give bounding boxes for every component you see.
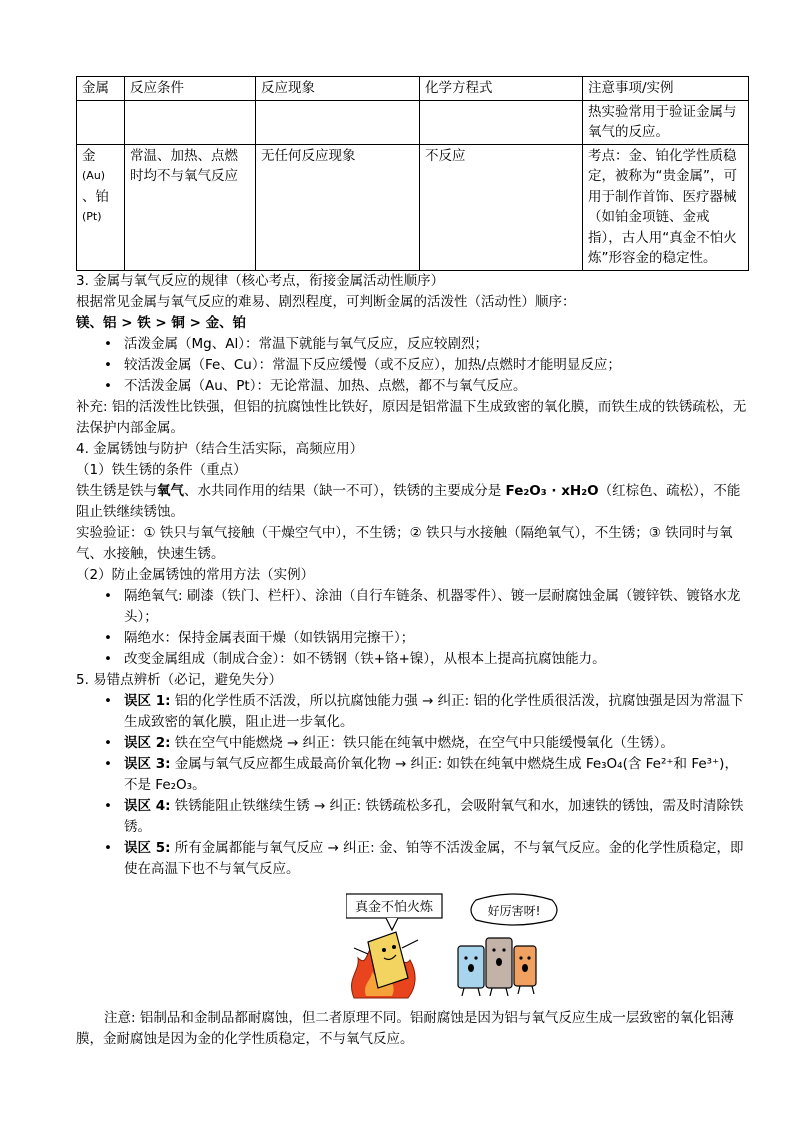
table-row xyxy=(77,144,749,270)
table-cell: 热实验常用于验证金属与氧气的反应。 xyxy=(583,100,749,144)
section-4-heading: 4. 金属锈蚀与防护（结合生活实际，高频应用） xyxy=(76,440,364,457)
mistake-text: 铝的化学性质不活泼，所以抗腐蚀能力强 → 纠正: 铝的化学性质很活泼，抗腐蚀强是因为常温下生成致密的氧化膜，阻止进一步氧化。 xyxy=(124,692,744,730)
metal-line: 金 xyxy=(82,147,96,164)
table-row xyxy=(77,100,749,144)
oxygen-emphasis: 氧气 xyxy=(157,482,184,499)
list-item xyxy=(124,754,748,796)
list-item xyxy=(124,691,748,733)
rust-condition-text xyxy=(76,481,748,523)
header-equation: 化学方程式 xyxy=(420,77,583,101)
experiment-text: 实验验证：① 铁只与氧气接触（干燥空气中），不生锈；② 铁只与水接触（隔绝氧气），不生锈；③ 铁同时与氧气、水接触，快速生锈。 xyxy=(76,524,733,562)
metal-cell xyxy=(77,144,125,270)
bubble-tail-left xyxy=(386,918,398,930)
activity-order: 镁、铝 > 铁 > 铜 > 金、铂 xyxy=(76,314,247,331)
section-5-heading: 5. 易错点辨析（必记，避免失分） xyxy=(76,671,283,688)
metal-line: (Pt) xyxy=(82,210,102,223)
mistake-text: 金属与氧气反应都生成最高价氧化物 → 纠正: 如铁在纯氧中燃烧生成 Fe₃O₄(含 Fe²⁺和 Fe³⁺)，不是 Fe₂O₃。 xyxy=(124,755,738,793)
prevention-list xyxy=(76,586,748,670)
list-item: • 改变金属组成（制成合金）：如不锈钢（铁+铬+镍），从根本上提高抗腐蚀能力。 xyxy=(124,649,748,670)
text-run: 、水共同作用的结果（缺一不可），铁锈的主要成分是 xyxy=(184,482,506,499)
mistake-text: 所有金属都能与氧气反应 → 纠正: 金、铂等不活泼金属，不与氧气反应。金的化学性质稳定，即使在高温下也不与氧气反应。 xyxy=(124,839,744,877)
mistakes-list xyxy=(76,691,748,880)
mistake-text: 铁在空气中能燃烧 → 纠正：铁只能在纯氧中燃烧，在空气中只能缓慢氧化（生锈）。 xyxy=(170,734,674,751)
header-phenomenon: 反应现象 xyxy=(256,77,420,101)
document-page xyxy=(76,76,748,1050)
mistake-label: 误区 5: xyxy=(124,839,171,856)
list-item: • 隔绝氧气: 刷漆（铁门、栏杆）、涂油（自行车链条、机器零件）、镀一层耐腐蚀金属（镀锌铁、镀铬水龙头）； xyxy=(124,586,748,628)
mistake-text: 铁锈能阻止铁继续生锈 → 纠正: 铁锈疏松多孔，会吸附氧气和水，加速铁的锈蚀，需及时清除铁锈。 xyxy=(124,797,744,835)
note-paragraph: 注意: 铝制品和金制品都耐腐蚀，但二者原理不同。铝耐腐蚀是因为铝与氧气反应生成一层致密的氧化铝薄膜，金耐腐蚀是因为金的化学性质稳定，不与氧气反应。 xyxy=(76,1009,734,1047)
bubble-right-text: 好厉害呀! xyxy=(487,903,541,918)
list-item: • 隔绝水：保持金属表面干燥（如铁锅用完擦干）； xyxy=(124,628,748,649)
list-item xyxy=(124,733,748,754)
metal-line: (Au) xyxy=(82,169,106,182)
supplement-text: 补充: 铝的活泼性比铁强，但铝的抗腐蚀性比铁好，原因是铝常温下生成致密的氧化膜，而铁生成的铁锈疏松，无法保护内部金属。 xyxy=(76,398,747,436)
table-cell xyxy=(125,100,256,144)
cartoon-illustration xyxy=(346,888,566,1002)
condition-cell: 常温、加热、点燃时均不与氧气反应 xyxy=(125,144,256,270)
section-3-heading: 3. 金属与氧气反应的规律（核心考点，衔接金属活动性顺序） xyxy=(76,272,445,289)
header-metal: 金属 xyxy=(77,77,125,101)
activity-list xyxy=(76,334,748,397)
table-cell xyxy=(77,100,125,144)
metal-oxygen-table xyxy=(76,76,749,271)
list-item: • 活泼金属（Mg、Al）：常温下就能与氧气反应，反应较剧烈； xyxy=(124,334,748,355)
table-cell xyxy=(256,100,420,144)
list-item: • 不活泼金属（Au、Pt）：无论常温、加热、点燃，都不与氧气反应。 xyxy=(124,376,748,397)
notes-cell: 考点：金、铂化学性质稳定，被称为“贵金属”，可用于制作首饰、医疗器械（如铂金项链、金戒指），古人用“真金不怕火炼”形容金的稳定性。 xyxy=(583,144,749,270)
gold-fire-illustration xyxy=(346,888,566,1002)
mistake-label: 误区 1: xyxy=(124,692,171,709)
header-notes: 注意事项/实例 xyxy=(583,77,749,101)
bubble-left-text: 真金不怕火炼 xyxy=(354,899,434,915)
table-cell xyxy=(420,100,583,144)
mistake-label: 误区 3: xyxy=(124,755,171,772)
text-run: （红棕色、疏松），不能阻止铁继续锈蚀。 xyxy=(76,482,741,520)
header-condition: 反应条件 xyxy=(125,77,256,101)
rust-formula: Fe₂O₃ · xH₂O xyxy=(505,482,599,499)
table-header-row xyxy=(77,77,749,101)
mistake-label: 误区 4: xyxy=(124,797,171,814)
mistake-label: 误区 2: xyxy=(124,734,171,751)
section-3-intro: 根据常见金属与氧气反应的难易、剧烈程度，可判断金属的活泼性（活动性）顺序： xyxy=(76,293,576,310)
list-item: • 较活泼金属（Fe、Cu）：常温下反应缓慢（或不反应），加热/点燃时才能明显反应； xyxy=(124,355,748,376)
subsection-rust-conditions: （1）铁生锈的条件（重点） xyxy=(76,461,247,478)
phenomenon-cell: 无任何反应现象 xyxy=(256,144,420,270)
list-item xyxy=(124,796,748,838)
subsection-prevention: （2）防止金属锈蚀的常用方法（实例） xyxy=(76,566,315,583)
text-run: 铁生锈是铁与 xyxy=(76,482,157,499)
metal-line: 、铂 xyxy=(82,188,109,205)
equation-cell: 不反应 xyxy=(420,144,583,270)
list-item xyxy=(124,838,748,880)
